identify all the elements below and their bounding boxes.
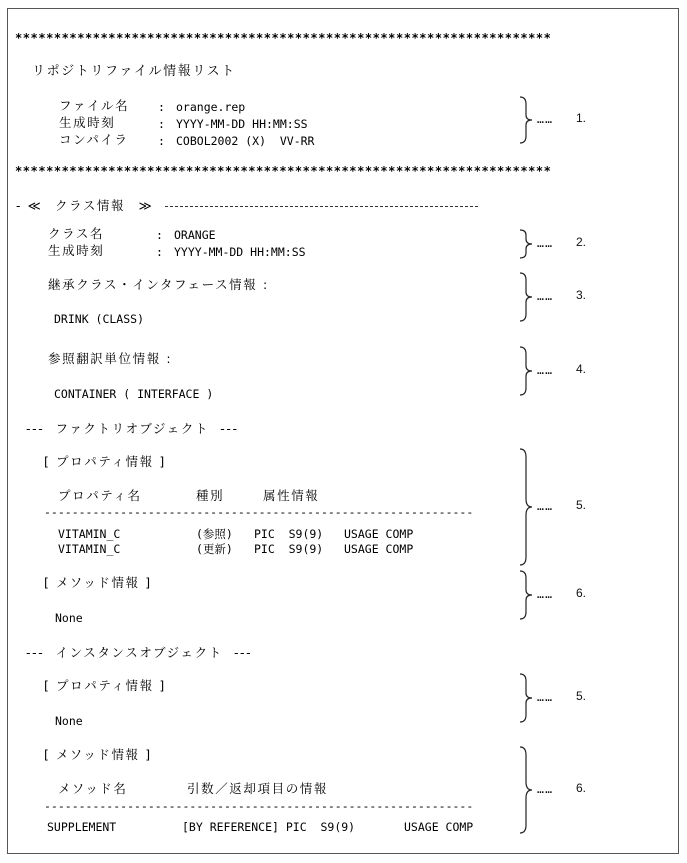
class-name-label: クラス名: [48, 226, 105, 241]
curly-brace-icon: [516, 570, 538, 620]
curly-brace-icon: [516, 272, 538, 322]
compiler-colon: :: [158, 134, 165, 148]
class-gen-time-colon: :: [156, 245, 163, 259]
curly-brace-icon: [516, 448, 538, 566]
annotation-5a-number: 5.: [576, 498, 587, 512]
instance-method-col-name: メソッド名: [58, 781, 128, 796]
file-name-label: ファイル名: [59, 98, 130, 113]
factory-method-block-title: [ メソッド情報 ]: [44, 575, 152, 590]
instance-method-row-0-args: [BY REFERENCE] PIC S9(9): [182, 820, 356, 834]
annotation-6b-number: 6.: [576, 781, 587, 795]
instance-property-block-title: [ プロパティ情報 ]: [44, 678, 166, 693]
factory-property-row-1-kind: (更新): [196, 542, 233, 556]
factory-property-block-title: [ プロパティ情報 ]: [44, 454, 166, 469]
inheritance-value: DRINK (CLASS): [54, 312, 145, 326]
file-name-colon: :: [158, 100, 165, 114]
inheritance-label: 継承クラス・インタフェース情報 :: [48, 277, 269, 292]
factory-object-heading: --- ファクトリオブジェクト ---: [26, 421, 239, 436]
annotation-5b-leader: ……: [537, 690, 554, 704]
compiler-label: コンパイラ: [59, 132, 129, 147]
curly-brace-icon: [516, 746, 538, 834]
instance-property-none: None: [55, 714, 83, 728]
annotation-3-leader: ……: [537, 289, 554, 303]
instance-method-row-0-name: SUPPLEMENT: [47, 820, 117, 834]
gen-time-value: YYYY-MM-DD HH:MM:SS: [176, 117, 308, 131]
class-name-value: ORANGE: [174, 228, 216, 242]
annotation-4-leader: ……: [537, 363, 554, 377]
factory-property-col-kind: 種別: [196, 488, 225, 503]
instance-method-block-title: [ メソッド情報 ]: [44, 747, 152, 762]
annotation-5a-leader: ……: [537, 499, 554, 513]
instance-method-col-args: 引数／返却項目の情報: [187, 781, 329, 796]
annotation-6b-leader: ……: [537, 782, 554, 796]
annotation-1-leader: ……: [537, 112, 554, 126]
annotation-2-number: 2.: [576, 235, 587, 249]
class-section-heading-suffix: ≫: [133, 198, 154, 213]
annotation-4-number: 4.: [576, 362, 587, 376]
gen-time-label: 生成時刻: [59, 115, 116, 130]
factory-property-col-attrs: 属性情報: [263, 488, 320, 503]
annotation-1-number: 1.: [576, 111, 587, 125]
page-title: リポジトリファイル情報リスト: [32, 64, 236, 79]
class-gen-time-value: YYYY-MM-DD HH:MM:SS: [174, 245, 306, 259]
curly-brace-icon: [516, 673, 538, 723]
curly-brace-icon: [516, 346, 538, 396]
class-section-heading: クラス情報: [55, 198, 126, 213]
gen-time-colon: :: [158, 117, 165, 131]
factory-property-row-0-kind: (参照): [196, 527, 233, 541]
factory-property-row-1-attrs: PIC S9(9) USAGE COMP: [254, 542, 414, 556]
factory-method-none: None: [55, 611, 83, 625]
instance-method-row-0-usage: USAGE COMP: [404, 820, 474, 834]
instance-object-heading: --- インスタンスオブジェクト ---: [26, 645, 253, 660]
reference-unit-value: CONTAINER ( INTERFACE ): [54, 387, 214, 401]
mid-asterisk-separator: *********************************************************************: [15, 164, 552, 178]
annotation-2-leader: ……: [537, 236, 554, 250]
top-asterisk-separator: *********************************************************************: [15, 31, 552, 45]
reference-unit-label: 参照翻訳単位情報 :: [48, 351, 173, 366]
factory-property-rule: --------------------------------------------------------------: [44, 505, 474, 519]
annotation-5b-number: 5.: [576, 689, 587, 703]
factory-property-col-name: プロパティ名: [58, 488, 142, 503]
instance-method-rule: --------------------------------------------------------------: [44, 799, 474, 813]
compiler-value: COBOL2002 (X) VV-RR: [176, 134, 315, 148]
factory-property-row-0-name: VITAMIN_C: [58, 527, 121, 541]
file-name-value: orange.rep: [176, 100, 246, 114]
annotation-3-number: 3.: [576, 288, 587, 302]
class-section-heading-rule: [165, 206, 478, 207]
factory-property-row-1-name: VITAMIN_C: [58, 542, 121, 556]
class-name-colon: :: [156, 228, 163, 242]
class-section-heading-prefix: - ≪: [16, 198, 48, 213]
class-gen-time-label: 生成時刻: [48, 243, 105, 258]
annotation-6a-leader: ……: [537, 587, 554, 601]
curly-brace-icon: [516, 96, 538, 144]
curly-brace-icon: [516, 229, 538, 259]
factory-property-row-0-attrs: PIC S9(9) USAGE COMP: [254, 527, 414, 541]
annotation-6a-number: 6.: [576, 586, 587, 600]
